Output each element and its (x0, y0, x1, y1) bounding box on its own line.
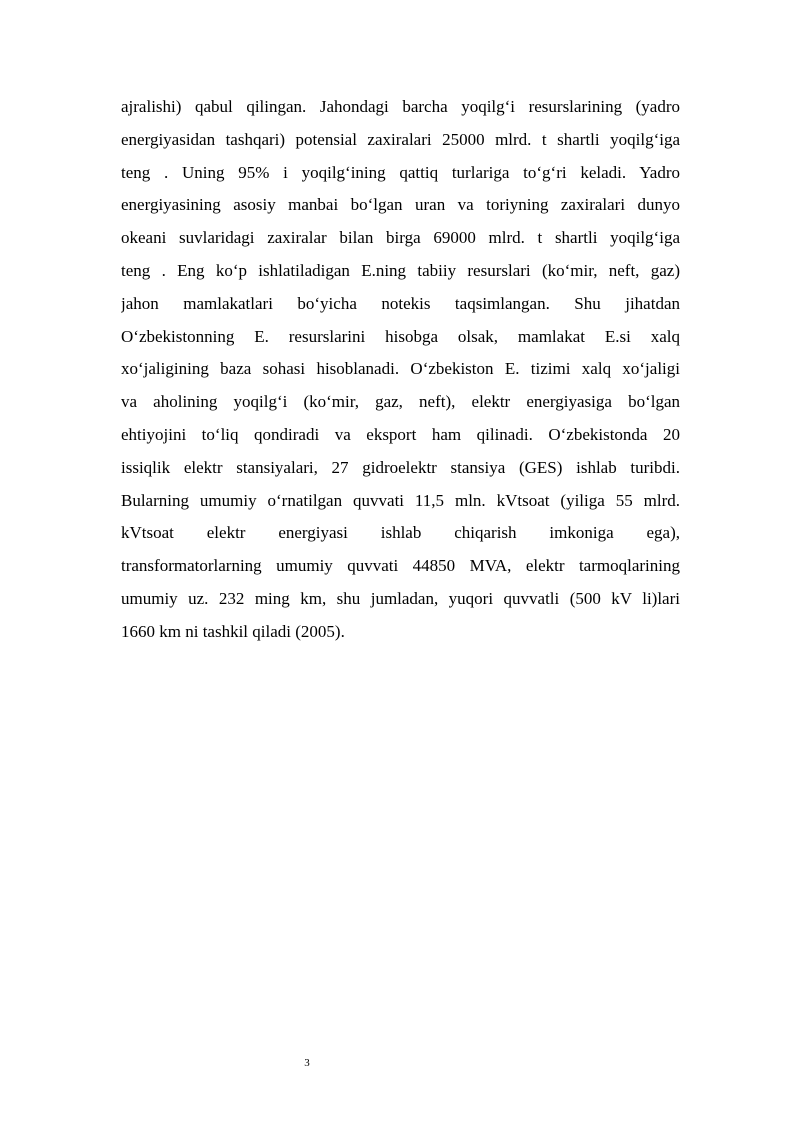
text-line: umumiy uz. 232 ming km, shu jumladan, yuqori quvvatli (500 kV li)lari (121, 588, 680, 608)
text-line: 1660 km ni tashkil qiladi (2005). (121, 621, 345, 641)
text-line: transformatorlarning umumiy quvvati 44850 MVA, elektr tarmoqlarining (121, 556, 680, 576)
text-line: va aholining yoqilg‘i (ko‘mir, gaz, neft), elektr energiyasiga bo‘lgan (121, 392, 680, 412)
text-line: O‘zbekistonning E. resurslarini hisobga olsak, mamlakat E.si xalq (121, 326, 680, 346)
text-line: okeani suvlaridagi zaxiralar bilan birga 69000 mlrd. t shartli yoqilg‘iga (121, 228, 680, 248)
text-line: energiyasidan tashqari) potensial zaxiralari 25000 mlrd. t shartli yoqilg‘iga (121, 129, 680, 149)
text-line: teng . Uning 95% i yoqilg‘ining qattiq turlariga to‘g‘ri keladi. Yadro (121, 162, 680, 182)
text-line: ehtiyojini to‘liq qondiradi va eksport ham qilinadi. O‘zbekistonda 20 (121, 424, 680, 444)
text-line: teng . Eng ko‘p ishlatiladigan E.ning tabiiy resurslari (ko‘mir, neft, gaz) (121, 260, 680, 280)
text-line: xo‘jaligining baza sohasi hisoblanadi. O‘zbekiston E. tizimi xalq xo‘jaligi (121, 359, 680, 379)
body-paragraph (121, 91, 680, 649)
text-line: kVtsoat elektr energiyasi ishlab chiqarish imkoniga ega), (121, 523, 680, 543)
page-number: 3 (304, 1057, 310, 1069)
text-line: jahon mamlakatlari bo‘yicha notekis taqsimlangan. Shu jihatdan (121, 293, 680, 313)
text-line: energiyasining asosiy manbai bo‘lgan uran va toriyning zaxiralari dunyo (121, 195, 680, 215)
text-line: Bularning umumiy o‘rnatilgan quvvati 11,5 mln. kVtsoat (yiliga 55 mlrd. (121, 490, 680, 510)
text-line: ajralishi) qabul qilingan. Jahondagi barcha yoqilg‘i resurslarining (yadro (121, 97, 680, 116)
text-line: issiqlik elektr stansiyalari, 27 gidroelektr stansiya (GES) ishlab turibdi. (121, 457, 680, 477)
